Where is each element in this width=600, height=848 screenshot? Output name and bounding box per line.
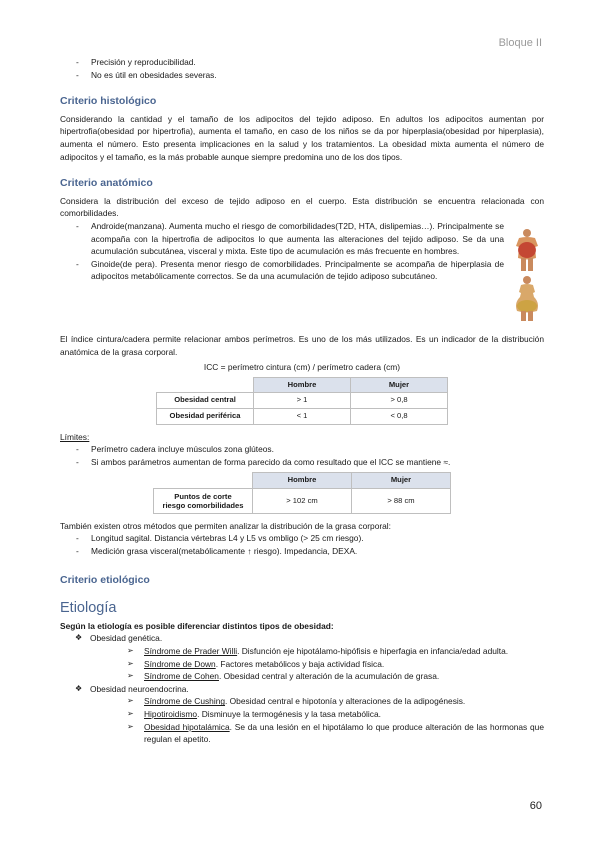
row-label: Puntos de corte riesgo comorbilidades — [154, 488, 253, 513]
cell-hombre: > 1 — [254, 393, 351, 409]
limites-list — [60, 443, 544, 468]
cell-mujer: > 0,8 — [351, 393, 448, 409]
limites-heading: Límites: — [60, 431, 90, 442]
list-item: ➢ Síndrome de Down. Factores metabólicos y baja actividad física. — [106, 658, 544, 671]
list-item: ➢ Síndrome de Cohen. Obesidad central y alteración de la acumulación de grasa. — [106, 670, 544, 683]
list-item-ginoide: - Ginoide(de pera). Presenta menor riesgo de comorbilidades. Principalmente se acompaña de hiperplasia de adipocitos metabólicamente correctos. Se da una acumulación de tejido adiposo subcutáneo. — [60, 258, 504, 283]
list-item-genetica: ❖ Obesidad genética. ➢ Síndrome de Prader Willi. Disfunción eje hipotálamo-hipófisis e hiperfagia en infancia/edad adulta. ➢ Síndrome de Down. Factores metabólicos y baja actividad física. ➢ Síndrome de Cohen. Obesidad central y alteración de la acumulación de grasa. — [60, 632, 544, 682]
cut-header-hombre: Hombre — [253, 473, 352, 489]
icc-header-hombre: Hombre — [254, 377, 351, 393]
intro-bullet-list — [60, 56, 544, 81]
page-number: 60 — [529, 800, 542, 812]
table-row — [154, 488, 451, 513]
list-item: - Longitud sagital. Distancia vértebras L4 y L5 vs ombligo (> 25 cm riesgo). — [60, 532, 544, 545]
row-label: Obesidad periférica — [157, 408, 254, 424]
cut-header-mujer: Mujer — [352, 473, 451, 489]
paragraph-histologico: Considerando la cantidad y el tamaño de los adipocitos del tejido adiposo. En adultos los adipocitos aumentan por hipertrofia(obesidad por hipertrofia), aumenta el tamaño, en caso de los niños se da por hiperplasia(obesidad por hiperplasia), aumenta el número. Esto presenta implicaciones en la salud y los tratamientos. La obesidad mixta aumenta el número de adipocitos y el tamaño, es la más probable aunque siempre predomina uno de los dos tipos. — [60, 113, 544, 162]
list-item: - Si ambos parámetros aumentan de forma parecido da como resultado que el ICC se mantiene ≈. — [60, 456, 544, 469]
body-types-section — [60, 220, 544, 321]
body-figures — [510, 228, 544, 321]
list-item: - Perímetro cadera incluye músculos zona glúteos. — [60, 443, 544, 456]
list-item: - Precisión y reproducibilidad. — [60, 56, 544, 69]
row-label: Obesidad central — [157, 393, 254, 409]
paragraph-otros: También existen otros métodos que permiten analizar la distribución de la grasa corporal: — [60, 520, 391, 531]
paragraph-icc: El índice cintura/cadera permite relacionar ambos perímetros. Es uno de los más utilizados. Es un indicador de la distribución anatómica de la grasa corporal. — [60, 333, 544, 357]
etiologia-list — [60, 632, 544, 745]
neuroendocrina-sublist — [90, 695, 544, 745]
cell-mujer: > 88 cm — [352, 488, 451, 513]
page-content — [60, 56, 544, 746]
list-item: ➢ Hipotiroidismo. Disminuye la termogénesis y la tasa metabólica. — [106, 708, 544, 721]
list-item: ➢ Síndrome de Prader Willi. Disfunción eje hipotálamo-hipófisis e hiperfagia en infancia/edad adulta. — [106, 645, 544, 658]
pear-body-figure-icon — [510, 275, 544, 321]
table-row — [157, 408, 448, 424]
body-type-list — [60, 220, 504, 321]
list-item: ➢ Obesidad hipotalámica. Se da una lesión en el hipotálamo lo que produce alteración de las hormonas que regulan el apetito. — [106, 721, 544, 746]
section-label: Bloque II — [498, 37, 542, 49]
table-row — [157, 393, 448, 409]
cell-hombre: > 102 cm — [253, 488, 352, 513]
cut-points-table — [153, 472, 451, 514]
cell-mujer: < 0,8 — [351, 408, 448, 424]
icc-table — [156, 377, 448, 425]
list-item-neuroendocrina: ❖ Obesidad neuroendocrina. ➢ Síndrome de Cushing. Obesidad central e hipotonía y alteraciones de la adipogénesis. ➢ Hipotiroidismo. Disminuye la termogénesis y la tasa metabólica. ➢ Obesidad hipotalámica. Se da una lesión en el hipotálamo lo que produce alteración de las hormonas que regulan el apetito. — [60, 683, 544, 746]
heading-histologico: Criterio histológico — [60, 95, 157, 108]
icc-formula: ICC = perímetro cintura (cm) / perímetro cadera (cm) — [203, 362, 401, 373]
heading-etiologico: Criterio etiológico — [60, 573, 150, 586]
apple-body-figure-icon — [510, 228, 544, 272]
list-item: - No es útil en obesidades severas. — [60, 69, 544, 82]
otros-list — [60, 532, 544, 557]
genetica-sublist — [90, 645, 544, 683]
paragraph-etiologia-intro: Según la etiología es posible diferenciar distintos tipos de obesidad: — [60, 620, 334, 631]
heading-anatomico: Criterio anatómico — [60, 177, 153, 190]
cell-hombre: < 1 — [254, 408, 351, 424]
icc-header-mujer: Mujer — [351, 377, 448, 393]
list-item: - Medición grasa visceral(metabólicamente ↑ riesgo). Impedancia, DEXA. — [60, 545, 544, 558]
list-item: ➢ Síndrome de Cushing. Obesidad central e hipotonía y alteraciones de la adipogénesis. — [106, 695, 544, 708]
paragraph-anatomico-intro: Considera la distribución del exceso de tejido adiposo en el cuerpo. Esta distribución se encuentra relacionada con comorbilidades. — [60, 195, 544, 219]
list-item-androide: - Androide(manzana). Aumenta mucho el riesgo de comorbilidades(T2D, HTA, dislipemias…). Principalmente se acompaña con la hipertrofia de adipocitos lo que aumenta las alteraciones del tejido adiposo. Se da una acumulación subcutánea, visceral y mixta. Este tipo de acumulación es más frecuente en hombres. — [60, 220, 504, 258]
heading-etiologia: Etiología — [60, 600, 117, 617]
